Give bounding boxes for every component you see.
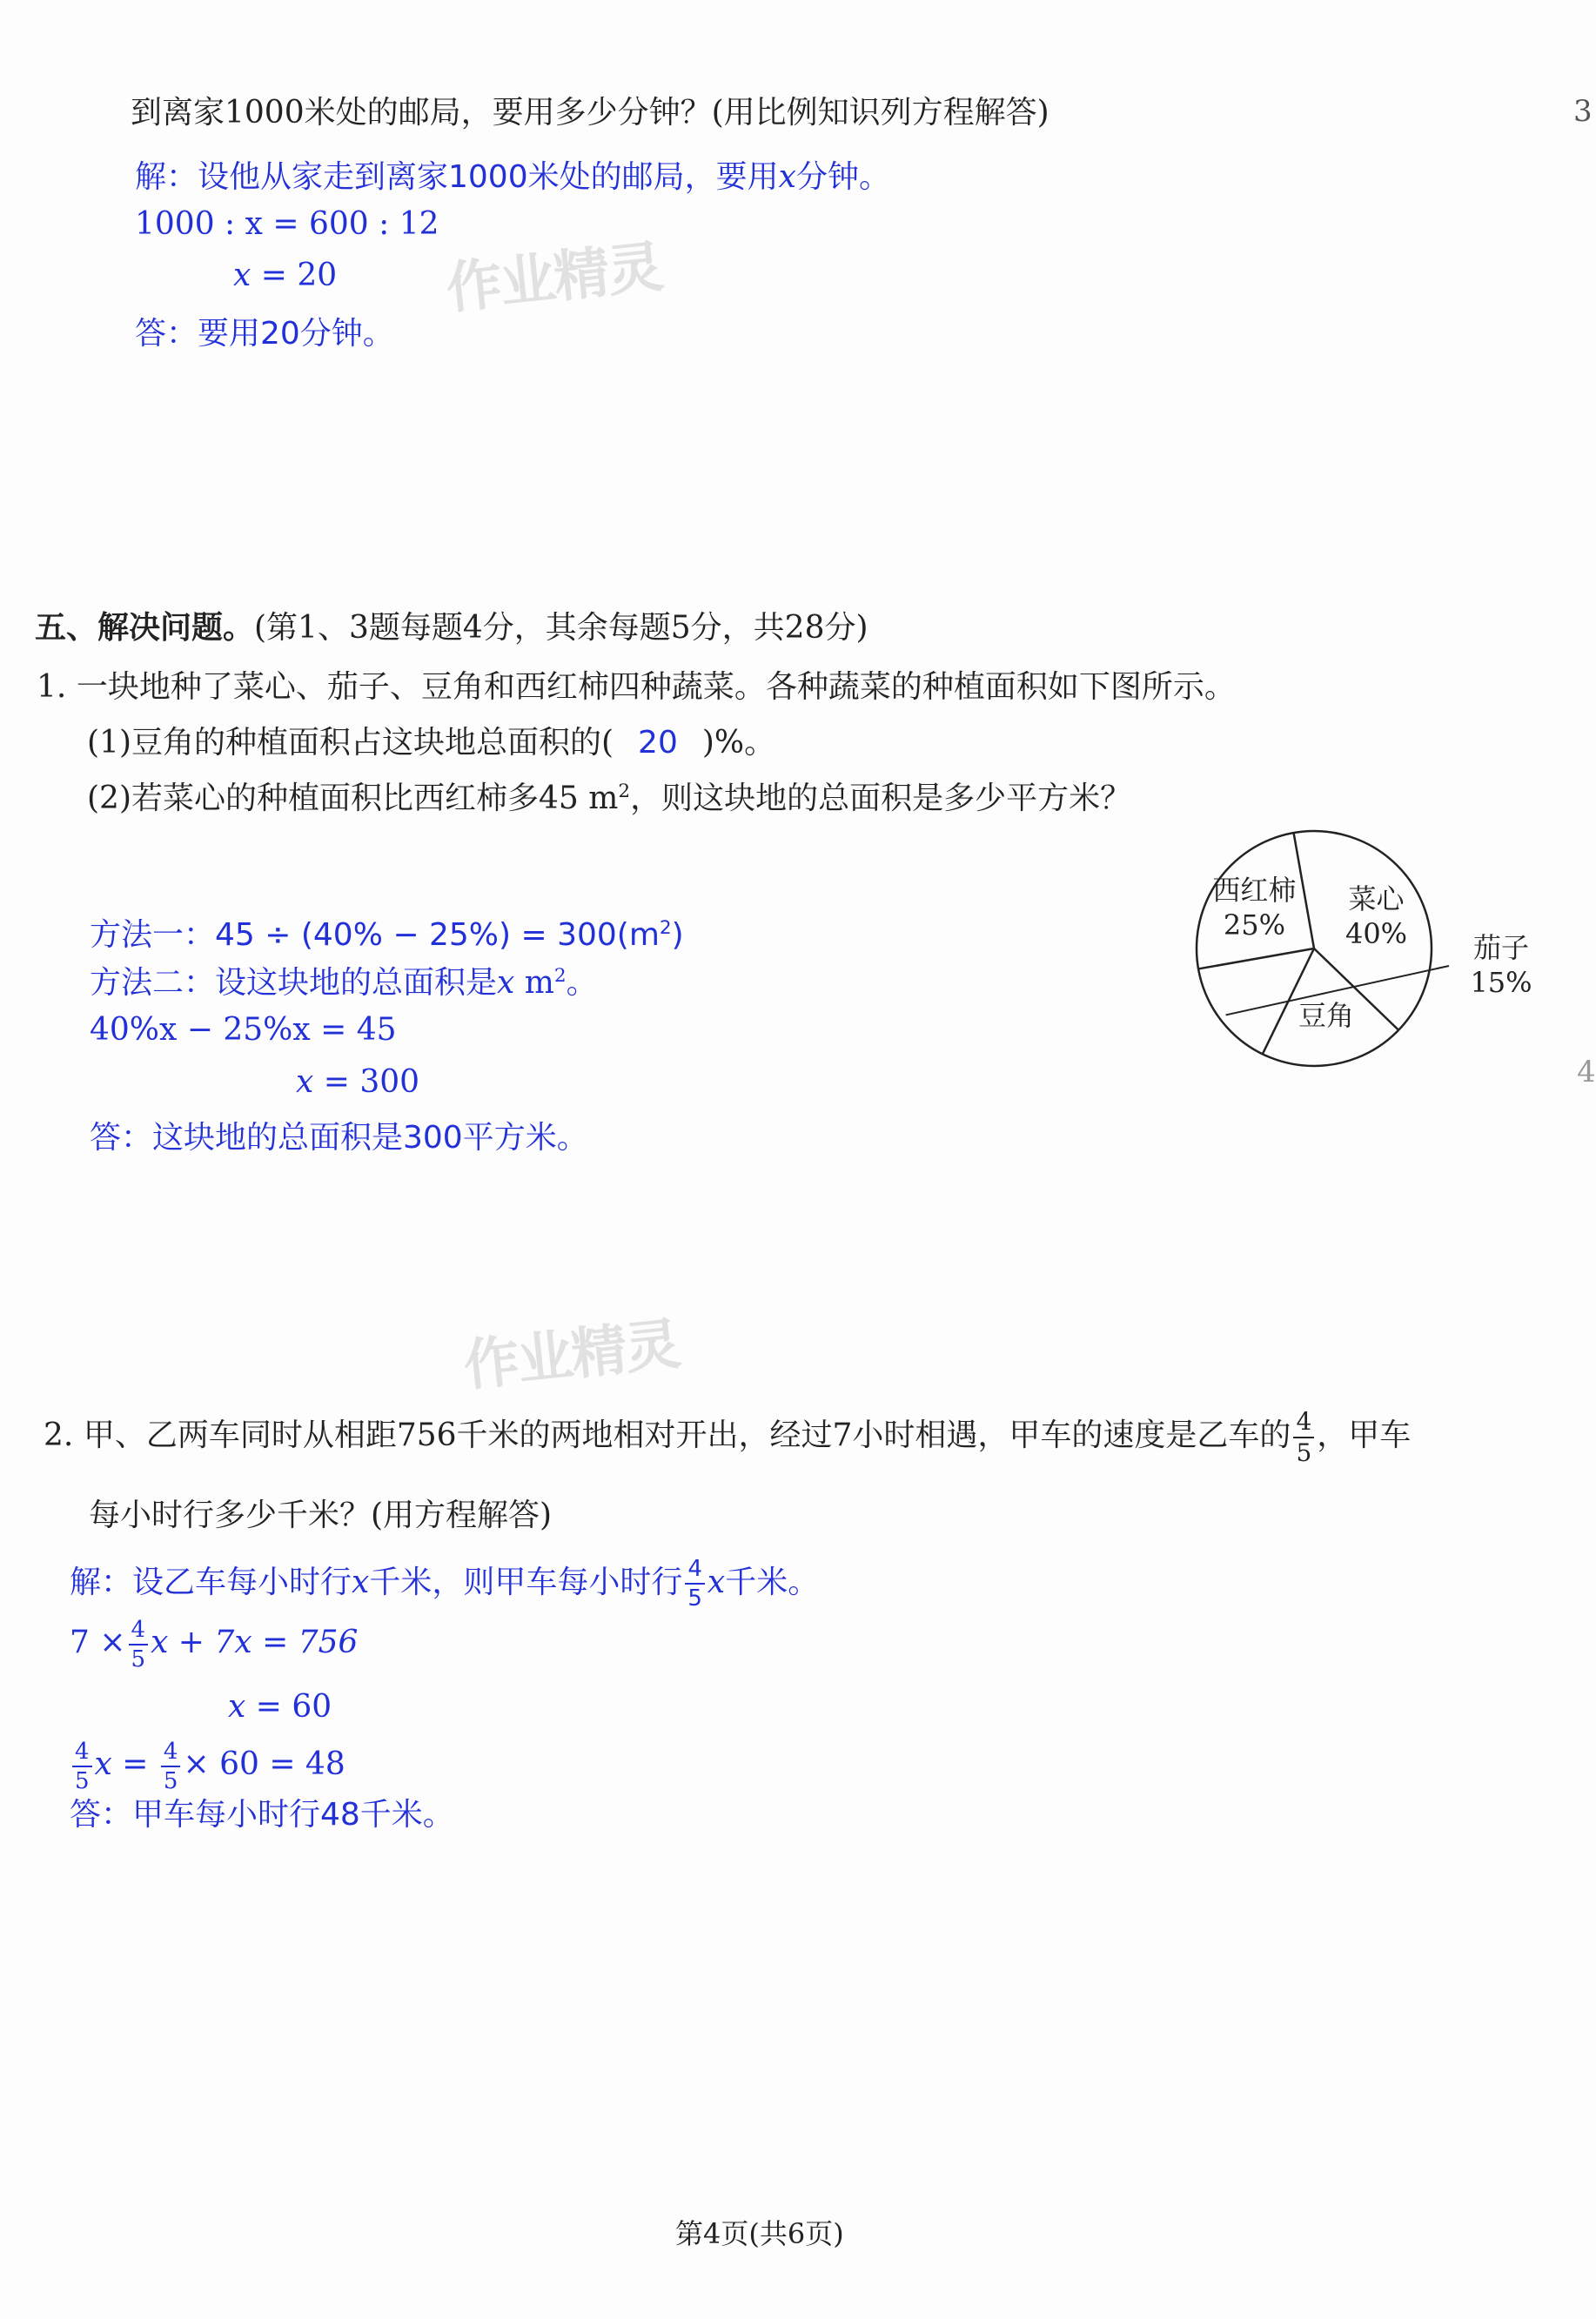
pie-chart	[1192, 818, 1558, 1079]
q2-answer: 答：甲车每小时行48千米。	[70, 1797, 454, 1833]
q2-equation-3: $\frac{4}{5}$ x = $\frac{4}{5}$ × 60 = 48	[70, 1740, 345, 1793]
equation-1: 1000 : x = 600 : 12	[135, 206, 439, 242]
pie-slice-value: 15%	[1470, 966, 1532, 999]
page-footer: 第4页(共6页)	[675, 2217, 844, 2250]
q2-solution-setup: 解：设乙车每小时行x千米，则甲车每小时行 $\frac{4}{5}$ x千米。	[70, 1556, 820, 1612]
solution-setup: 解：设他从家走到离家1000米处的邮局，要用x分钟。	[135, 159, 890, 195]
pie-slice-label: 豆角	[1298, 998, 1355, 1032]
q1-part1-answer: 20	[638, 725, 678, 761]
q1-equation-a: 40%x − 25%x = 45	[90, 1012, 397, 1048]
pie-slice-label: 西红柿	[1212, 873, 1297, 907]
pie-slice-label: 茄子	[1472, 931, 1530, 964]
edge-mark-right: 4	[1577, 1055, 1596, 1089]
watermark: 作业精灵	[443, 235, 665, 322]
answer-top: 答：要用20分钟。	[135, 316, 394, 352]
watermark-2: 作业精灵	[460, 1312, 682, 1399]
section-heading: 五、解决问题。(第1、3题每题4分，其余每题5分，共28分)	[35, 609, 868, 646]
pie-slice-value: 25%	[1223, 908, 1285, 942]
pie-divider	[1198, 948, 1314, 968]
q1-method1: 方法一：$45 \div (40\% - 25\%) = 300(m^2)$	[90, 917, 684, 953]
pie-divider	[1294, 833, 1314, 948]
q1-part1: (1)豆角的种植面积占这块地总面积的( 20 )%。	[87, 725, 776, 761]
q2-text-line2: 每小时行多少千米？(用方程解答)	[89, 1498, 553, 1533]
q1-equation-b: x = 300	[296, 1064, 420, 1100]
q1-text: 1. 一块地种了菜心、茄子、豆角和西红柿四种蔬菜。各种蔬菜的种植面积如下图所示。	[37, 669, 1236, 705]
q1-answer: 答：这块地的总面积是300平方米。	[90, 1120, 588, 1156]
q1-part2: (2)若菜心的种植面积比西红柿多45 $m^2$，则这块地的总面积是多少平方米？	[87, 781, 1132, 816]
question-text-top: 到离家1000米处的邮局，要用多少分钟？(用比例知识列方程解答)	[131, 95, 1049, 131]
q2-equation-1: 7 × $\frac{4}{5}$ x + 7x = 756	[70, 1617, 359, 1672]
q1-method2: 方法二：设这块地的总面积是x $m^2$。	[90, 965, 598, 1001]
q2-text: 2. 甲、乙两车同时从相距756千米的两地相对开出，经过7小时相遇，甲车的速度是乙车的 $\frac{4}{5}$ ，甲车	[44, 1407, 1412, 1467]
pie-slice-label: 菜心	[1348, 881, 1405, 915]
q2-fraction: $\frac{4}{5}$	[1293, 1410, 1314, 1465]
pie-slice-value: 40%	[1345, 916, 1408, 950]
q2-equation-2: x = 60	[228, 1689, 332, 1725]
equation-2: x = 20	[233, 258, 338, 293]
edge-mark-top: 3	[1573, 94, 1593, 129]
